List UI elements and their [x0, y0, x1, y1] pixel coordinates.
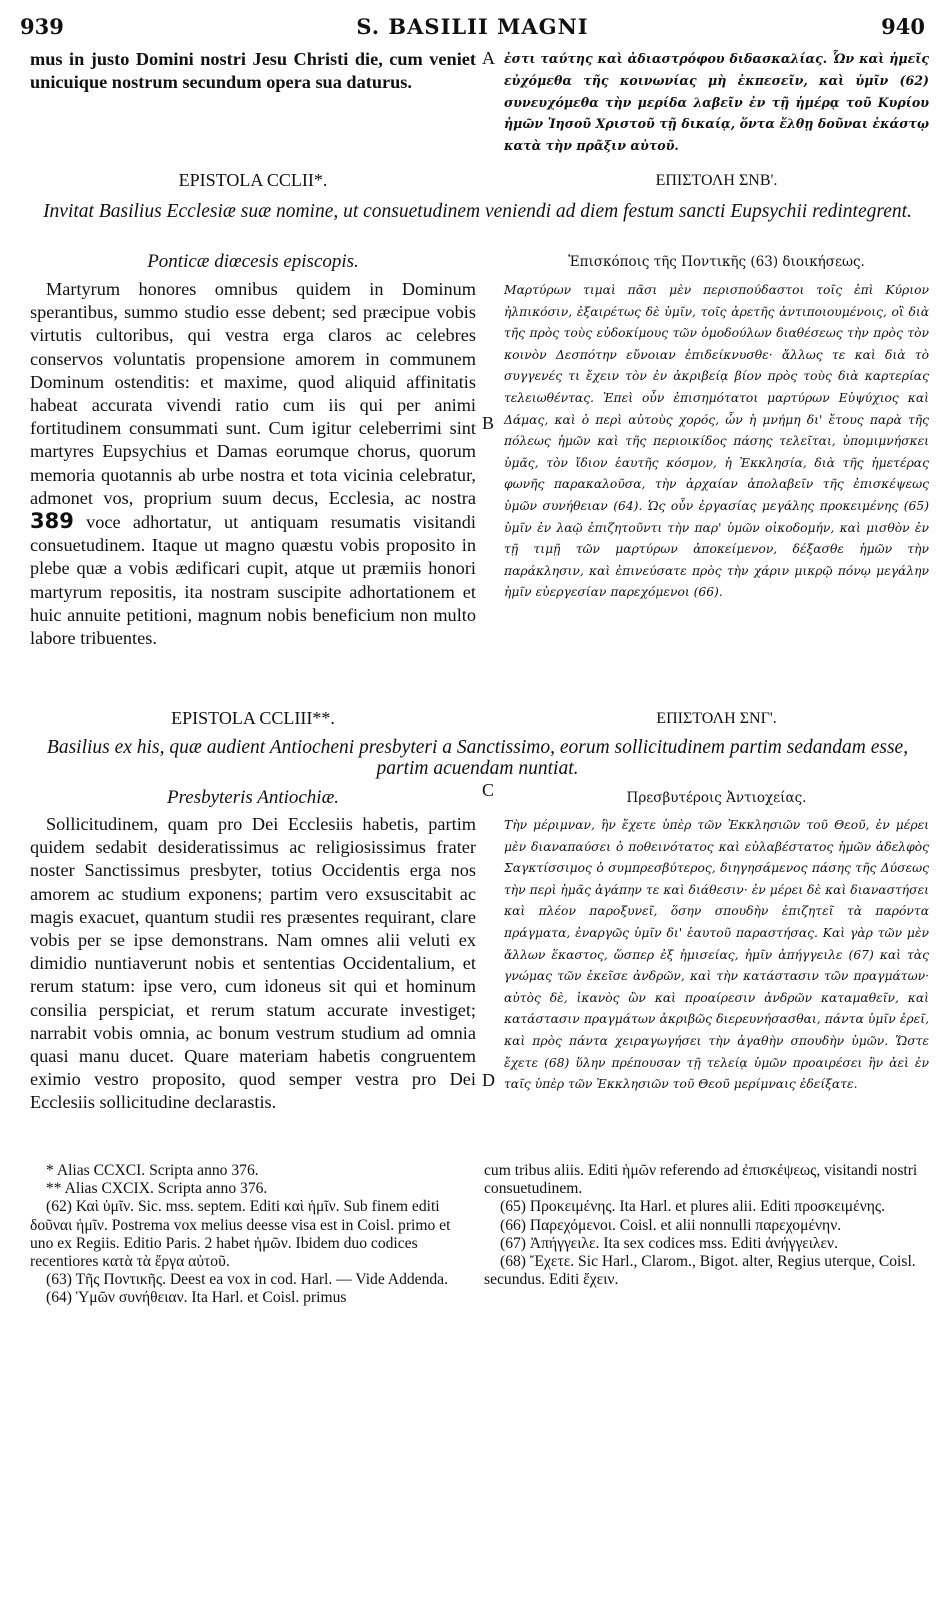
- running-header: [0, 14, 945, 44]
- epistle-253-summary: Basilius ex his, quæ audient Antiocheni presbyteri a Sanctissimo, eorum sollicitudinem partim sedandam esse, partim acuendam nuntiat.: [46, 737, 909, 779]
- greek-continuation: ἐστι ταύτης καὶ ἀδιαστρόφου διδασκαλίας. Ὧν καὶ ἡμεῖς εὐχόμεθα τῆς κοινωνίας μὴ ἐκπεσεῖν, καὶ ὑμῖν (62) συνευχόμεθα τὴν μερίδα λαβεῖν ἐν τῇ ἡμέρᾳ τοῦ Κυρίου ἡμῶν Ἰησοῦ Χριστοῦ τῇ δικαίᾳ, ὅντα ἔλθῃ δοῦναι ἑκάστῳ κατὰ τὴν πρᾶξιν αὐτοῦ.: [504, 51, 929, 154]
- epistle-252-latin-part-b: voce adhortatur, ut antiquam resumatis visitandi consuetudinem. Itaque ut magno quæstu vobis proposito in plebe quæ a vobis ædificari cupit, atque ut præmiis honori martyrum repositis, ita nostram suscipite adhortationem et huic annuite petitioni, magnum nobis beneficium non multo labore tribuentes.: [30, 512, 476, 649]
- epistle-253-greek-text: Τὴν μέριμναν, ἣν ἔχετε ὑπὲρ τῶν Ἐκκλησιῶν τοῦ Θεοῦ, ἐν μέρει μὲν διαναπαύσει ὁ ποθεινότατος καὶ εὐλαβέστατος ἡμῶν ἀδελφὸς Σαγκτίσσιμος ὁ συμπρεσβύτερος, διηγησάμενος πάσης τῆς Δύσεως τὴν περὶ ἡμᾶς ἀγάπην τε καὶ διάθεσιν· ἐν μέρει δὲ καὶ διαναστήσει καὶ πλέον παροξυνεῖ, ὅσην σπουδὴν ἐπιζητεῖ τὰ παρόντα πράγματα, ἐναργῶς ὑμῖν δι' ἑαυτοῦ παραστήσας. Καὶ γὰρ τῶν μὲν ἄλλων ἕκαστος, ὥσπερ ἐξ ἡμισείας, ἡμῖν ἀπήγγειλε (67) καὶ τὰς γνώμας τῶν ἐκεῖσε ἀνδρῶν, καὶ τὴν κατάστασιν τῶν πραγμάτων· αὐτὸς δὲ, ἱκανὸς ὢν καὶ προαίρεσιν ἀνδρῶν καταμαθεῖν, καὶ κατάστασιν πραγμάτων ἀκριβῶς διερευνήσασθαι, πάντα ὑμῖν ἐρεῖ, καὶ πρὸς πάντα χειραγωγήσει τὴν ἀγαθὴν σπουδὴν ὑμῶν. Ὥστε ἔχετε (68) ὕλην πρέπουσαν τῇ τελείᾳ ὑμῶν προαιρέσει ἣν ἀεὶ ἐν ταῖς ὑπὲρ τῶν Ἐκκλησιῶν τοῦ Θεοῦ μερίμναις ἐδείξατε.: [504, 818, 929, 1092]
- footnotes-left: [30, 1162, 476, 1308]
- footnotes-right: [484, 1162, 929, 1289]
- margin-marker-b: B: [482, 413, 495, 433]
- margin-marker-c: C: [482, 780, 495, 800]
- footnote-66: (66) Παρεχόμενοι. Coisl. et alii nonnulli παρεχομένην.: [500, 1216, 842, 1234]
- epistle-252-latin-title: EPISTOLA CCLII*.: [178, 170, 328, 190]
- footnote-64-continued: cum tribus aliis. Editi ἡμῶν referendo ad ἐπισκέψεως, visitandi nostri consuetudinem.: [484, 1162, 918, 1198]
- column-number-389: 389: [30, 509, 74, 534]
- epistle-253-latin-addressee: Presbyteris Antiochiæ.: [166, 787, 340, 808]
- epistle-252-greek-title: ΕΠΙΣΤΟΛΗ ΣΝΒ'.: [655, 172, 778, 189]
- footnote-alias-253: ** Alias CXCIX. Scripta anno 376.: [46, 1180, 268, 1198]
- margin-marker-d: D: [482, 1070, 495, 1090]
- footnote-63: (63) Τῆς Ποντικῆς. Deest ea vox in cod. Harl. — Vide Addenda.: [46, 1271, 448, 1289]
- footnote-67: (67) Ἀπήγγειλε. Ita sex codices mss. Editi ἀνήγγειλεν.: [500, 1234, 838, 1252]
- page-number-right: 940: [881, 14, 925, 39]
- footnote-62: (62) Καὶ ὑμῖν. Sic. mss. septem. Editi καὶ ἡμῖν. Sub finem editi δοῦναι ἡμῖν. Postrema vox melius deesse visa est in Coisl. primo et uno ex Regiis. Editio Paris. 2 habet ἡμῶν. Ibidem duo codices recentiores κατὰ τὰ ἔργα αὐτοῦ.: [30, 1198, 451, 1271]
- epistle-252-greek-text: Μαρτύρων τιμαὶ πᾶσι μὲν περισπούδαστοι τοῖς ἐπὶ Κύριον ἠλπικόσιν, ἐξαιρέτως δὲ ὑμῖν, τοῖς ἀρετῆς ἀντιποιουμένοις, οἳ διὰ τῆς πρὸς τοὺς εὐδοκίμους τῶν ὁμοδούλων διαθέσεως τὴν πρὸς τὸν κοινὸν Δεσπότην εὔνοιαν ἐπιδείκνυσθε· ἄλλως τε καὶ διὰ τὸ συγγενές τι ἔχειν τὸν ἐν ἀκριβείᾳ βίον πρὸς τοὺς διὰ καρτερίας τελειωθέντας. Ἐπεὶ οὖν ἐπισημότατοι μαρτύρων Εὐψύχιος καὶ Δάμας, καὶ ὁ περὶ αὐτοὺς χορός, ὧν ἡ μνήμη δι' ἔτους παρὰ τῆς πόλεως ἡμῶν καὶ τῆς περιοικίδος πάσης τελεῖται, ὑπομιμνήσκει ὑμᾶς, τὸν ἴδιον ἑαυτῆς κόσμον, ἡ Ἐκκλησία, διὰ τῆς ἡμετέρας φωνῆς παρακαλοῦσα, τὴν ἀρχαίαν ἀπολαβεῖν τῆς ἐπισκέψεως ὑμῶν συνήθειαν (64). Ὡς οὖν ἐργασίας μεγάλης προκειμένης (65) ὑμῖν ἐν λαῷ ἐπιζητοῦντι τὴν παρ' ὑμῶν οἰκοδομήν, καὶ μισθὸν ἐν τῇ τιμῇ τῶν μαρτύρων ἀποκείμενον, δέξασθε ἡμῶν τὴν παράκλησιν, καὶ ἐπινεύσατε πρὸς τὴν χάριν μικρῷ πόνῳ μεγάλην ἡμῖν εὐεργεσίαν παρεχόμενοι (66).: [504, 283, 929, 600]
- footnote-68: (68) Ἔχετε. Sic Harl., Clarom., Bigot. alter, Regius uterque, Coisl. secundus. Editi ἔχειν.: [484, 1253, 916, 1289]
- footnote-alias-252: * Alias CCXCI. Scripta anno 376.: [46, 1162, 259, 1179]
- epistle-252-latin-part-a: Martyrum honores omnibus quidem in Dominum sperantibus, summo studio esse debent; sed præcipue vobis virtutis cultoribus, qui vestra erga claros ac celebres conservos voluntatis propensione amorem in communem Dominum ostenditis: et maxime, quod aliquid affinitatis habeat accurata vivendi ratio cum iis qui per animi fortitudinem consummati sunt. Cum igitur celeberrimi sint martyres Eupsychius et Damas eorumque chorus, quorum memoria quotannis ab urbe nostra et tota vicinia celebratur, admonet vos, proprium suum decus, Ecclesia, ac nostra: [30, 279, 476, 508]
- epistle-253-greek-addressee: Πρεσβυτέροις Ἀντιοχείας.: [626, 790, 807, 806]
- epistle-252-summary: Invitat Basilius Ecclesiæ suæ nomine, ut consuetudinem veniendi ad diem festum sancti Eupsychii redintegrent.: [43, 201, 912, 222]
- latin-continuation: mus in justo Domini nostri Jesu Christi die, cum veniet unicuique nostrum secundum opera sua daturus.: [30, 49, 476, 92]
- margin-marker-a: A: [482, 48, 495, 68]
- footnote-64: (64) Ὑμῶν συνήθειαν. Ita Harl. et Coisl. primus: [46, 1289, 347, 1307]
- epistle-252-latin-addressee: Ponticæ diœcesis episcopis.: [147, 251, 359, 272]
- epistle-252-latin-text: [30, 278, 476, 698]
- epistle-252-greek-addressee: Ἐπισκόποις τῆς Ποντικῆς (63) διοικήσεως.: [568, 254, 865, 270]
- epistle-253-latin-text: Sollicitudinem, quam pro Dei Ecclesiis habetis, partim quidem sedabit desideratissimus ac religiosissimus frater noster Sanctissimus presbyter, totius Occidentis erga nos amorem ac studium exponens; partim vero exsuscitabit ac magis exacuet, quantum studii res præsentes requirant, clare vobis per se ipse demonstrans. Nam omnes alii veluti ex dimidio nuntiaverunt nobis et sententias Occidentalium, et rerum statum: ipse vero, cum idoneus sit qui et hominum consilia perspiciat, et rerum statum accurate investiget; narrabit vobis omnia, ac bonum vestrum studium ad omnia quasi manu ducet. Quare materiam habetis congruentem eximio vestro proposito, quod semper vestra pro Dei Ecclesiis sollicitudine declarastis.: [30, 814, 476, 1113]
- epistle-253-greek-title: ΕΠΙΣΤΟΛΗ ΣΝΓ'.: [656, 710, 777, 727]
- epistle-253-latin-title: EPISTOLA CCLIII**.: [171, 708, 335, 728]
- footnote-65: (65) Προκειμένης. Ita Harl. et plures alii. Editi προσκειμένης.: [500, 1198, 885, 1216]
- running-title: S. BASILII MAGNI: [356, 14, 589, 39]
- page-number-left: 939: [20, 14, 64, 39]
